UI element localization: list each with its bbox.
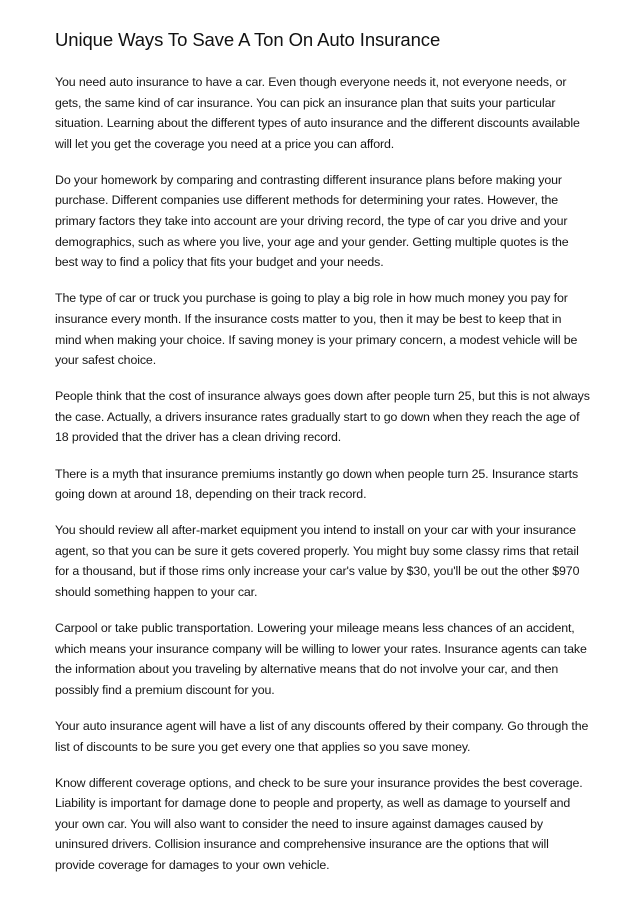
document-title: Unique Ways To Save A Ton On Auto Insurance — [55, 29, 441, 50]
paragraph-6: You should review all after-market equipment you intend to install on your car with your insurance agent, so that you can be sure it gets covered properly. You might buy some classy rims that retail for a thousand, but if those rims only increase your car's value by $30, you'll be out the other $970 should something happen to your car. — [55, 523, 580, 599]
paragraph-2: Do your homework by comparing and contrasting different insurance plans before making your purchase. Different companies use different methods for determining your rates. However, the primary factors they take into account are your driving record, the type of car you drive and your demographics, such as where you live, your age and your gender. Getting multiple quotes is the best way to find a policy that fits your budget and your needs. — [55, 172, 569, 270]
paragraph-7: Carpool or take public transportation. Lowering your mileage means less chances of an accident, which means your insurance company will be willing to lower your rates. Insurance agents can take the information about you traveling by alternative means that do not involve your car, and then possibly find a premium discount for you. — [55, 621, 587, 697]
paragraph-5: There is a myth that insurance premiums instantly go down when people turn 25. Insurance starts going down at around 18, depending on their track record. — [55, 466, 579, 502]
document-page — [55, 28, 590, 891]
document-body — [55, 72, 590, 876]
paragraph-4: People think that the cost of insurance always goes down after people turn 25, but this is not always the case. Actually, a drivers insurance rates gradually start to go down when they reach the age of 18 provided that the driver has a clean driving record. — [55, 389, 590, 445]
paragraph-3: The type of car or truck you purchase is going to play a big role in how much money you pay for insurance every month. If the insurance costs matter to you, then it may be best to keep that in mind when making your choice. If saving money is your primary concern, a modest vehicle will be your safest choice. — [55, 291, 578, 368]
paragraph-1: You need auto insurance to have a car. Even though everyone needs it, not everyone needs, or gets, the same kind of car insurance. You can pick an insurance plan that suits your particular situation. Learning about the different types of auto insurance and the different discounts available will let you get the coverage you need at a price you can afford. — [55, 75, 580, 151]
paragraph-8: Your auto insurance agent will have a list of any discounts offered by their company. Go through the list of discounts to be sure you get every one that applies so you save money. — [55, 718, 589, 754]
paragraph-9: Know different coverage options, and check to be sure your insurance provides the best coverage. Liability is important for damage done to people and property, as well as damage to yourself and your own car. You will also want to consider the need to insure against damages caused by uninsured drivers. Collision insurance and comprehensive insurance are the options that will provide coverage for damages to your own vehicle. — [55, 775, 583, 872]
